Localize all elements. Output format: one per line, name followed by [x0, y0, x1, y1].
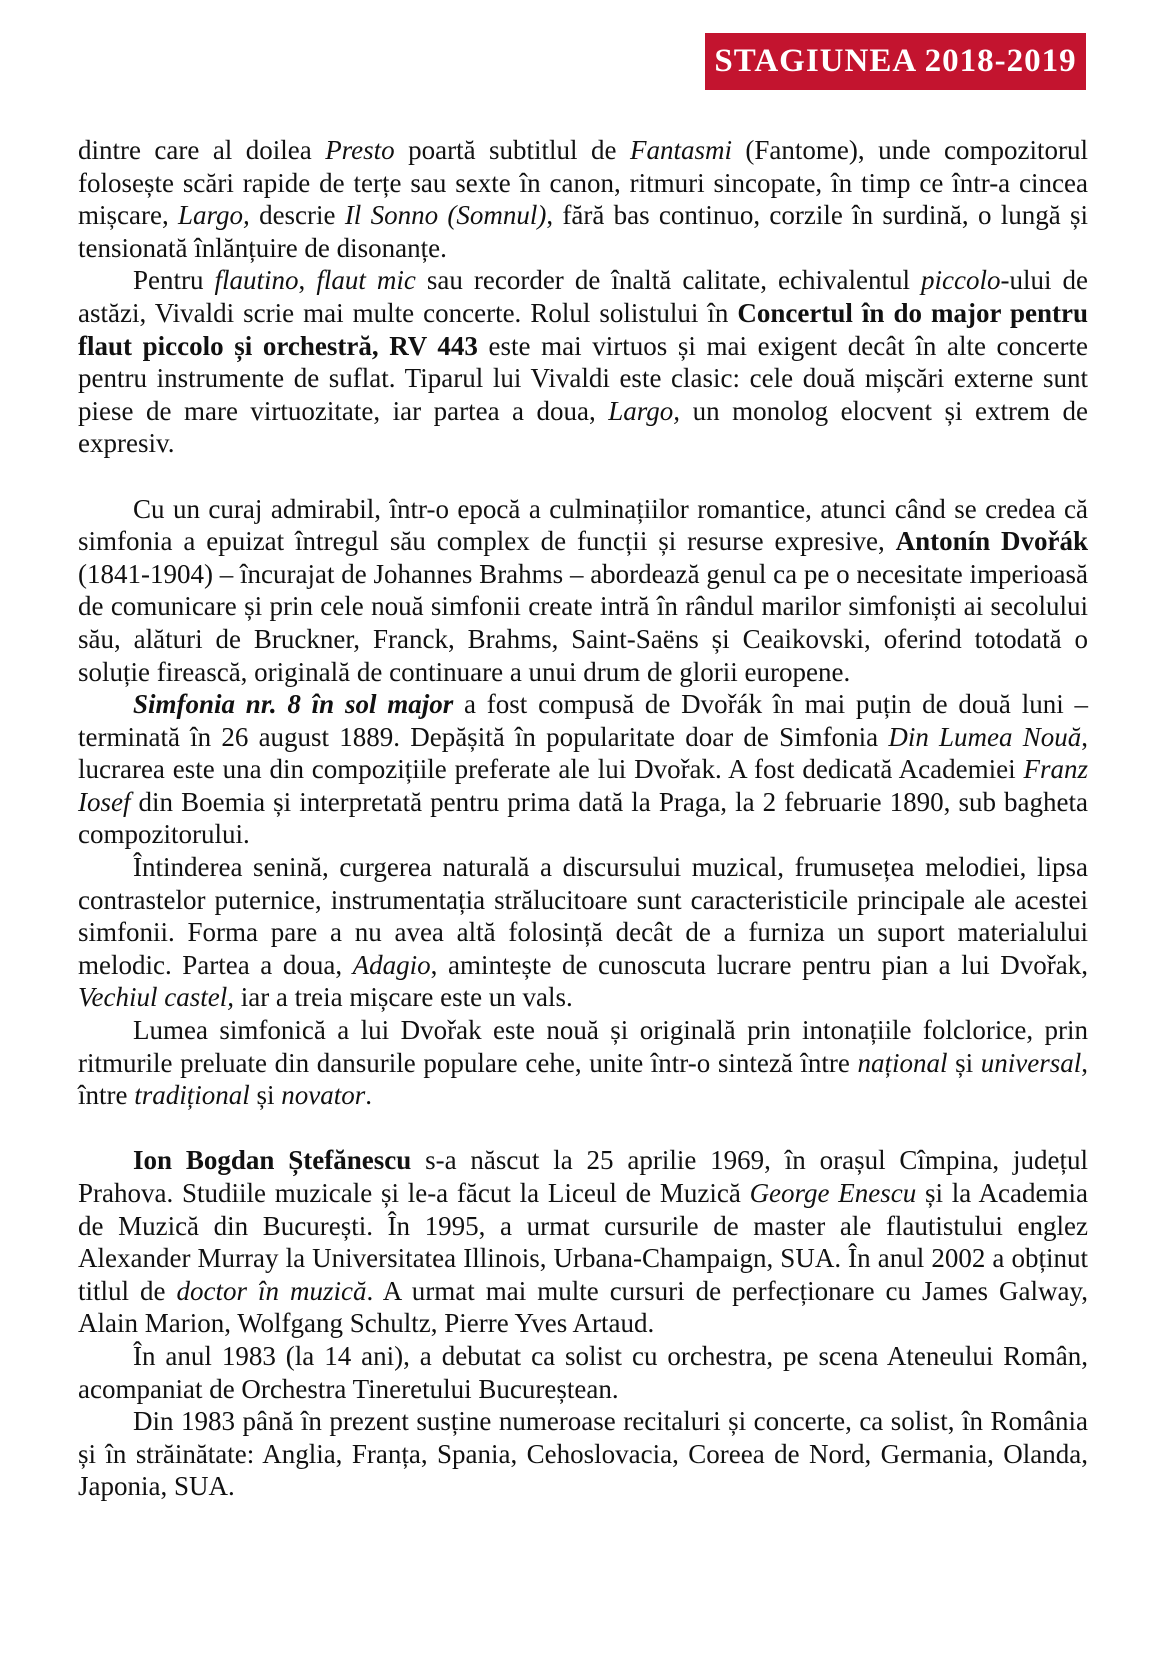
text-run: un monolog elocvent și extrem de expresiv. — [78, 395, 1088, 459]
text-run: Concertul în do major pentru flaut piccolo și orchestră, RV 443 — [78, 297, 1088, 361]
paragraph — [78, 134, 1088, 264]
text-run: , amintește de cunoscuta lucrare pentru pian a lui Dvořak, — [430, 949, 1088, 980]
text-run: și — [249, 1080, 282, 1111]
text-run: descrie — [249, 200, 345, 231]
paragraph — [78, 264, 1088, 460]
text-run: Cu un curaj admirabil, într-o epocă a culminațiilor romantice, atunci când se credea că simfonia a epuizat întregul său complex de funcții și resurse expresive, — [78, 493, 1088, 557]
text-run: Presto — [325, 135, 395, 165]
text-run: doctor în muzică — [176, 1275, 367, 1306]
text-run: Pentru — [133, 265, 215, 296]
text-run: piccolo — [921, 265, 1001, 296]
text-run: Din Lumea Nouă — [888, 721, 1082, 752]
text-run: Franz Iosef — [78, 754, 1088, 817]
paragraph — [78, 493, 1088, 689]
text-run: a fost compusă de Dvořák în mai puțin de două luni – terminată în 26 august 1889. Depășită în popularitate doar de Simfonia — [78, 689, 1088, 752]
paragraph — [78, 1405, 1088, 1503]
text-run: -ului de astăzi, Vivaldi scrie mai multe concerte. Rolul solistului în — [78, 265, 1088, 328]
text-run: poartă subtitlul de — [394, 135, 630, 165]
text-run: Ion Bogdan Ștefănescu — [133, 1145, 412, 1176]
text-run: , fără bas continuo, corzile în surdină, o lungă și tensionată înlănțuire de disonanțe. — [78, 200, 1089, 263]
text-run: Din 1983 până în prezent susține numeroase recitaluri și concerte, ca solist, în România și în străinătate: Anglia, Franța, Spania, Cehoslovacia, Coreea de Nord, Germania, Olanda, Japonia, SUA. — [78, 1406, 1088, 1502]
text-run: tradițional — [134, 1080, 250, 1111]
text-run: Simfonia nr. 8 în sol major — [133, 689, 454, 720]
text-run: Lumea simfonică a lui Dvořak este nouă și originală prin intonațiile folclorice, prin ritmurile preluate din dansurile populare cehe, unite într-o sinteză între — [78, 1015, 1088, 1078]
text-run: sau recorder de înaltă calitate, echivalentul — [415, 265, 921, 296]
text-run: Antonín Dvořák — [895, 526, 1088, 557]
text-run: Fantasmi — [629, 135, 732, 165]
paragraph — [78, 1014, 1088, 1112]
paragraph — [78, 688, 1088, 851]
text-run: novator — [281, 1080, 366, 1111]
text-run: . A urmat mai multe cursuri de perfecționare cu James Galway, Alain Marion, Wolfgang Schultz, Pierre Yves Artaud. — [78, 1275, 1088, 1339]
text-run: (Fantome), unde compozitorul folosește scări rapide de terțe sau sexte în canon, ritmuri sincopate, în timp ce într-a cincea mișcare, — [78, 135, 1088, 231]
text-run: , lucrarea este una din compozițiile preferate ale lui Dvořak. A fost dedicată Academiei — [78, 721, 1088, 785]
text-run: este mai virtuos și mai exigent decât în alte concerte pentru instrumente de suflat. Tiparul lui Vivaldi este clasic: cele două mișcări externe sunt piese de mare virtuozitate, iar partea a doua, — [78, 330, 1088, 426]
text-run: iar a treia mișcare este un vals. — [233, 982, 573, 1013]
season-banner-label: STAGIUNEA 2018-2019 — [714, 43, 1077, 79]
text-run: , între — [78, 1047, 1088, 1111]
text-run: . — [365, 1080, 373, 1111]
text-run: Il Sonno (Somnul) — [344, 200, 547, 231]
text-run: național — [857, 1047, 948, 1078]
text-run: (1841-1904) – încurajat de Johannes Brahms – abordează genul ca pe o necesitate imperioasă de comunicare și prin cele nouă simfonii create intră în rândul marilor simfoniști ai secolului său, alături de Bruckner, Franck, Brahms, Saint-Saëns și Ceaikovski, oferind totodată o soluție firească, originală de continuare a unui drum de glorii europene. — [78, 558, 1088, 687]
paragraph — [78, 1144, 1088, 1340]
text-run: Adagio — [352, 949, 431, 980]
paragraph — [78, 1340, 1088, 1405]
text-run: Vechiul castel, — [78, 982, 234, 1013]
text-run: În anul 1983 (la 14 ani), a debutat ca solist cu orchestra, pe scena Ateneului Român, acompaniat de Orchestra Tineretului Bucureștean. — [78, 1340, 1088, 1404]
paragraph — [78, 851, 1088, 1014]
text-run: flaut mic — [316, 265, 416, 296]
text-run: și la Academia de Muzică din București. În 1995, a urmat cursurile de master ale flautistului englez Alexander Murray la Universitatea Illinois, Urbana-Champaign, SUA. În anul 2002 a obținut titlul de — [78, 1178, 1088, 1306]
text-run: Largo, — [178, 200, 250, 231]
text-run: din Boemia și interpretată pentru prima dată la Praga, la 2 februarie 1890, sub bagheta compozitorului. — [78, 786, 1088, 850]
text-run: Întinderea senină, curgerea naturală a discursului muzical, frumusețea melodiei, lipsa contrastelor puternice, instrumentația strălucitoare sunt caracteristicile principale ale acestei simfonii. Forma pare a nu avea altă folosință decât de a furniza un suport materialului melodic. Partea a doua, — [78, 852, 1088, 980]
document-body — [78, 134, 1088, 1503]
text-run: George Enescu — [749, 1178, 917, 1208]
text-run: s-a născut la 25 aprilie 1969, în orașul Cîmpina, județul Prahova. Studiile muzicale și le-a făcut la Liceul de Muzică — [78, 1145, 1088, 1208]
text-run: Largo, — [608, 395, 681, 426]
text-run: și — [947, 1047, 981, 1078]
text-run: dintre care al doilea — [78, 135, 326, 165]
text-run: flautino — [214, 265, 299, 296]
season-banner — [705, 33, 1086, 90]
text-run: , — [298, 265, 317, 296]
text-run: universal — [980, 1047, 1082, 1078]
